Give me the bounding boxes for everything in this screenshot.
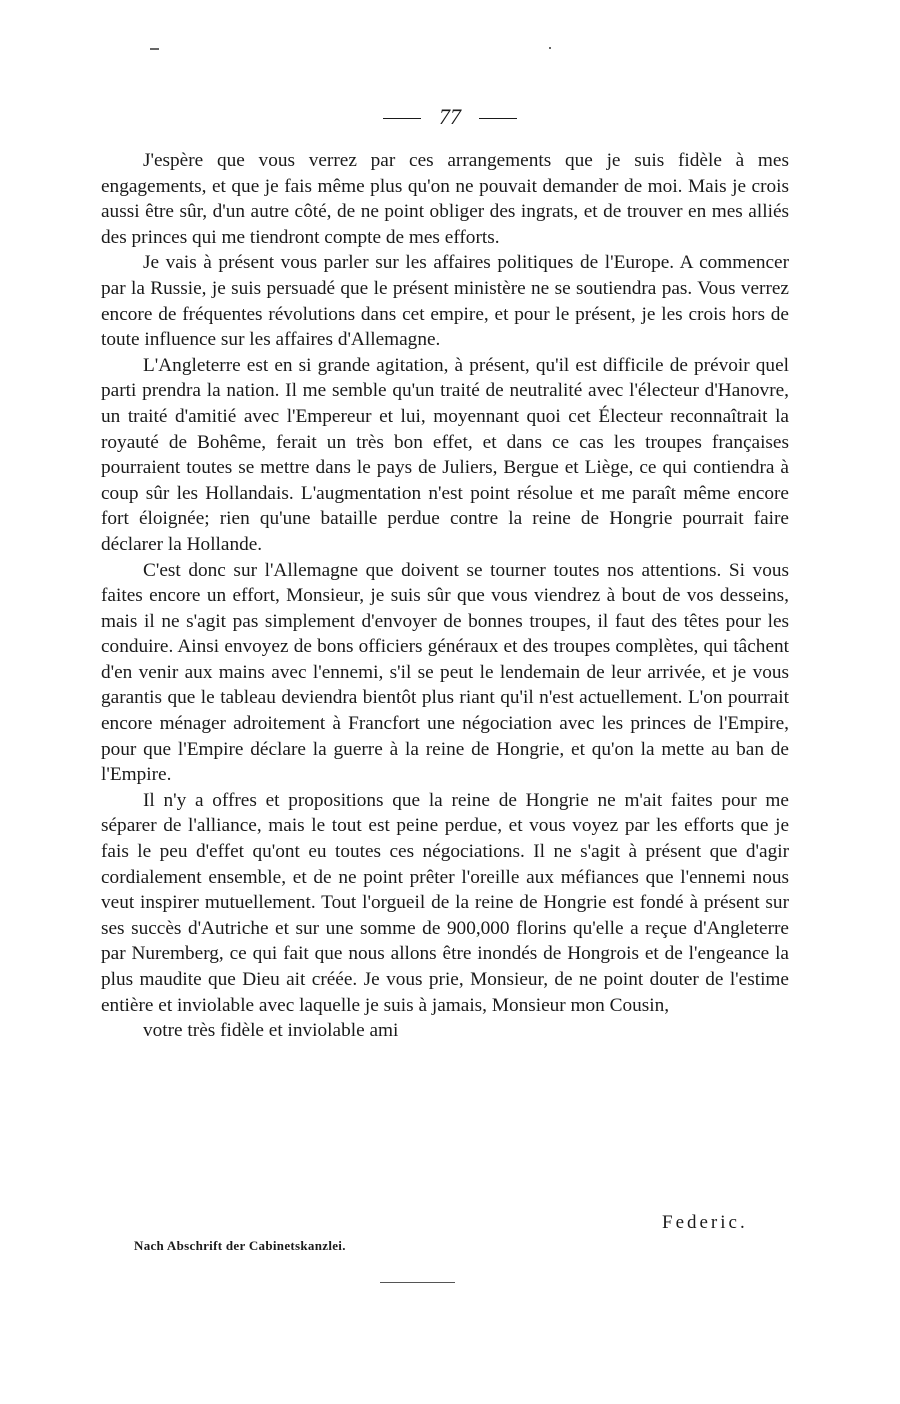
print-speck: [150, 48, 159, 50]
paragraph: C'est donc sur l'Allemagne que doivent se tourner toutes nos attentions. Si vous faites encore un effort, Monsieur, je suis sûr que vous viendrez à bout de vos desseins, mais il ne s'agit pas simplement d'envoyer de bonnes troupes, il faut des têtes pour les conduire. Ainsi envoyez de bons officiers généraux et des troupes complètes, qui tâchent d'en venir aux mains avec l'ennemi, s'il se peut le lendemain de leur arrivée, et je vous garantis que le tableau deviendra bientôt plus riant qu'il n'est actuellement. L'on pourrait encore ménager adroitement à Francfort une négociation avec les princes de l'Empire, pour que l'Empire déclare la guerre à la reine de Hongrie, et qu'on la mette au ban de l'Empire.: [101, 559, 789, 786]
header-dash-right: [479, 118, 517, 119]
source-note: Nach Abschrift der Cabinetskanzlei.: [134, 1238, 346, 1253]
closing-line: votre très fidèle et inviolable ami: [143, 1020, 399, 1042]
page-number: 77: [439, 104, 461, 129]
print-speck: [549, 47, 551, 49]
header-dash-left: [383, 118, 421, 119]
end-rule: [380, 1282, 455, 1283]
letter-body: [101, 148, 789, 1044]
paragraph: L'Angleterre est en si grande agitation, à présent, qu'il est difficile de prévoir quel parti prendra la nation. Il me semble qu'un traité de neutralité avec l'électeur d'Hanovre, un traité d'amitié avec l'Empereur et lui, moyennant quoi cet Électeur reconnaîtrait la royauté de Bohême, ferait un très bon effet, et dans ce cas les troupes françaises pourraient toutes se mettre dans le pays de Juliers, Bergue et Liège, ce qui contiendra à coup sûr les Hollandais. L'augmentation n'est point résolue et me paraît même encore fort éloignée; rien qu'une bataille perdue contre la reine de Hongrie pourrait faire déclarer la Hollande.: [101, 354, 789, 555]
paragraph: Je vais à présent vous parler sur les affaires politiques de l'Europe. A commencer par la Russie, je suis persuadé que le présent ministère ne se soutiendra pas. Vous verrez encore de fréquentes révolutions dans cet empire, et pour le présent, je les crois hors de toute influence sur les affaires d'Allemagne.: [101, 252, 789, 351]
page-header: [0, 104, 900, 130]
paragraph: J'espère que vous verrez par ces arrangements que je suis fidèle à mes engagements, et que je fais même plus qu'on ne pouvait demander de moi. Mais je crois aussi être sûr, d'un autre côté, de ne point obliger des ingrats, et de trouver en mes alliés des princes qui me tiendront compte de mes efforts.: [101, 150, 789, 248]
signature: Federic.: [662, 1212, 748, 1233]
paragraph: Il n'y a offres et propositions que la reine de Hongrie ne m'ait faites pour me séparer de l'alliance, mais le tout est peine perdue, et vous voyez par les efforts que je fais le peu d'effet qu'ont eu toutes ces négociations. Il ne s'agit à présent que d'agir cordialement ensemble, et de ne point prêter l'oreille aux méfiances que l'ennemi nous veut inspirer mutuellement. Tout l'orgueil de la reine de Hongrie est fondé à présent sur ses succès d'Autriche et sur une somme de 900,000 florins qu'elle a reçue d'Angleterre par Nuremberg, ce qui fait que nous allons être inondés de Hongrois et de l'engeance la plus maudite que Dieu ait créée. Je vous prie, Monsieur, de ne point douter de l'estime entière et inviolable avec laquelle je suis à jamais, Monsieur mon Cousin,: [101, 789, 789, 1016]
